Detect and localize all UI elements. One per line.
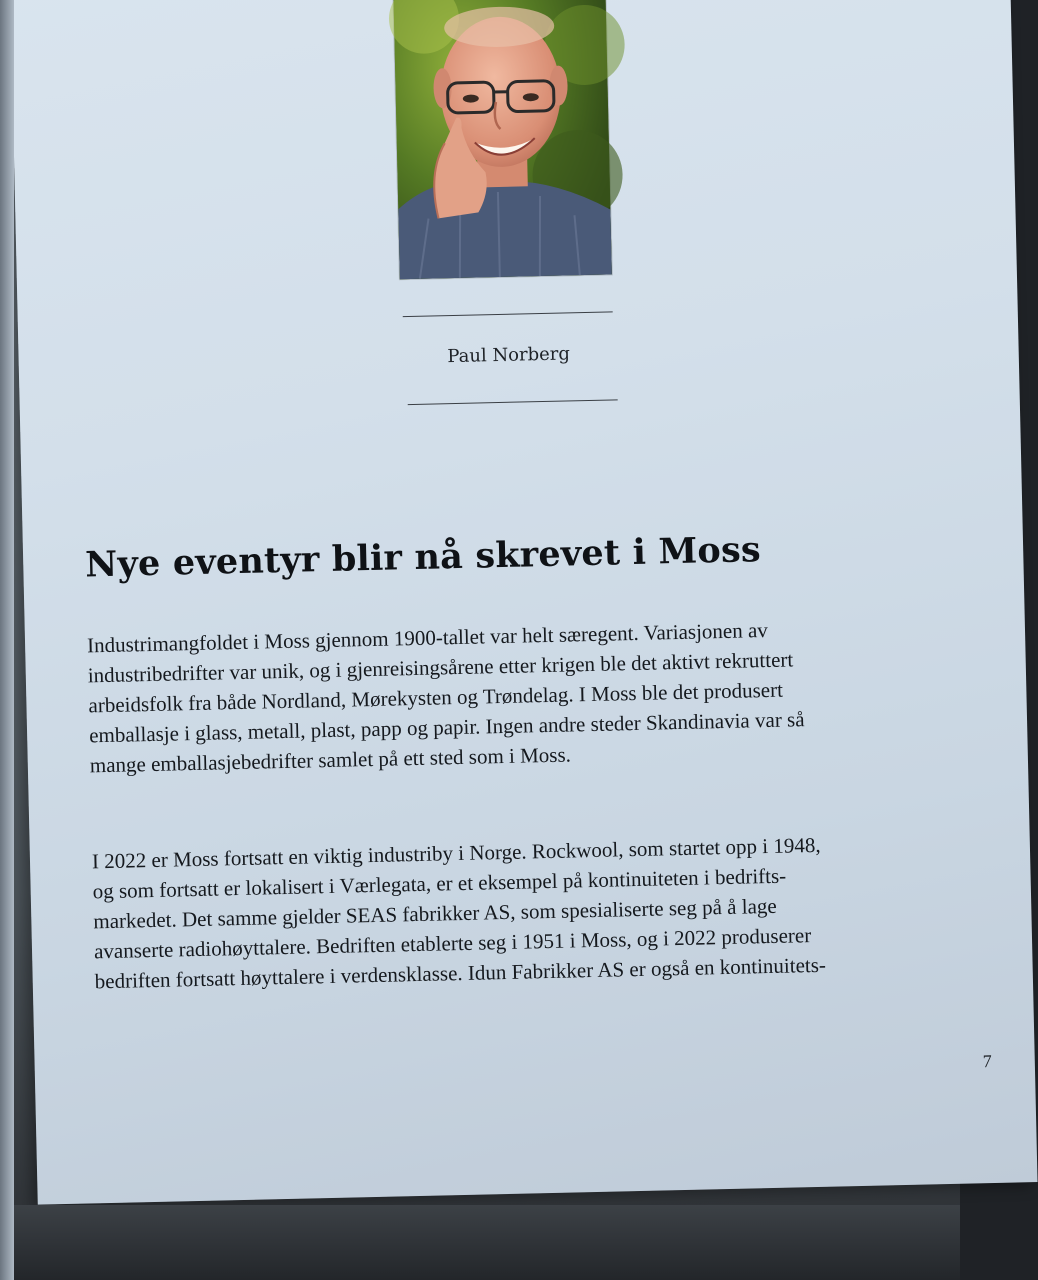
article-heading: Nye eventyr blir nå skrevet i Moss [84,529,762,586]
portrait-photo [393,0,612,279]
paragraph-line: arbeidsfolk fra både Nordland, Mørekysten og Trøndelag. I Moss ble det produsert [88,677,784,718]
paragraph-line: mange emballasjebedrifter samlet på ett sted som i Moss. [89,742,572,778]
photo-caption: Paul Norberg [447,343,571,368]
page-number: 7 [982,1051,993,1072]
paragraph-line: bedriften fortsatt høyttalere i verdensklasse. Idun Fabrikker AS er også en kontinuitets- [94,952,827,994]
article-paragraph-2 [92,826,985,996]
book-page [10,0,1038,1205]
paragraph-line: markedet. Det samme gjelder SEAS fabrikker AS, som spesialiserte seg på å lage [93,893,777,934]
portrait-illustration [393,0,612,279]
caption-rule-top [403,311,613,317]
paragraph-line: og som fortsatt er lokalisert i Værlegata, er et eksempel på kontinuiteten i bedrifts- [92,863,787,904]
paragraph-line: Industrimangfoldet i Moss gjennom 1900-tallet var helt særegent. Variasjonen av [86,617,769,658]
article-paragraph-1 [87,610,980,780]
book-spine-gutter [0,0,14,1280]
paragraph-line: I 2022 er Moss fortsatt en viktig industriby i Norge. Rockwool, som startet opp i 1948, [91,832,821,874]
book-bottom-edge [0,1205,960,1280]
paragraph-line: avanserte radiohøyttalere. Bedriften etablerte seg i 1951 i Moss, og i 2022 produserer [93,923,812,964]
paragraph-line: industribedrifter var unik, og i gjenreisingsårene etter krigen ble det aktivt rekruttert [87,647,794,688]
caption-rule-bottom [408,399,618,405]
paragraph-line: emballasje i glass, metall, plast, papp og papir. Ingen andre steder Skandinavia var så [88,707,805,748]
